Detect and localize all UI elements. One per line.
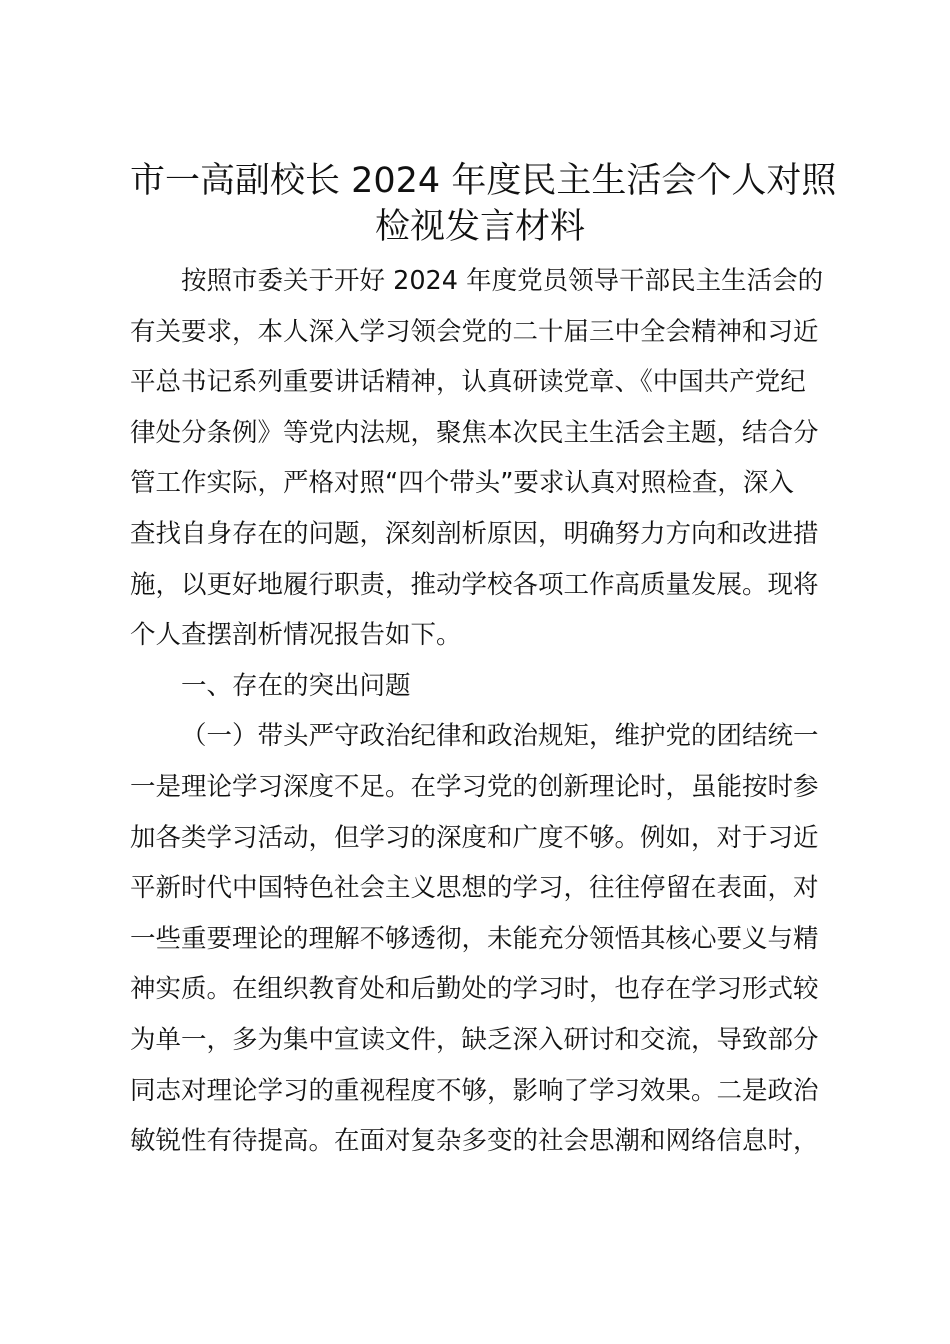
- intro-line: 查找自身存在的问题，深刻剖析原因，明确努力方向和改进措: [130, 518, 819, 549]
- subsection-heading: （一）带头严守政治纪律和政治规矩，维护党的团结统一: [181, 721, 819, 752]
- intro-line: 平总书记系列重要讲话精神，认真研读党章、《中国共产党纪: [130, 367, 806, 398]
- section-line: 加各类学习活动，但学习的深度和广度不够。例如，对于习近: [130, 822, 819, 853]
- intro-line: 管工作实际，严格对照“四个带头”要求认真对照检查，深入: [130, 468, 794, 499]
- title-line-2: 检视发言材料: [374, 207, 585, 247]
- document-body: [130, 256, 830, 1167]
- section-line: 同志对理论学习的重视程度不够，影响了学习效果。二是政治: [130, 1075, 819, 1106]
- intro-line: 按照市委关于开好 2024 年度党员领导干部民主生活会的: [181, 266, 824, 296]
- section-line: 为单一，多为集中宣读文件，缺乏深入研讨和交流，导致部分: [130, 1024, 819, 1055]
- title-line-1: 市一高副校长 2024 年度民主生活会个人对照: [130, 161, 837, 201]
- intro-line: 施，以更好地履行职责，推动学校各项工作高质量发展。现将: [130, 569, 819, 600]
- document-page: [130, 158, 837, 1167]
- section-line: 一些重要理论的理解不够透彻，未能充分领悟其核心要义与精: [130, 923, 819, 954]
- section-line: 神实质。在组织教育处和后勤处的学习时，也存在学习形式较: [130, 974, 819, 1005]
- section-line: 一是理论学习深度不足。在学习党的创新理论时，虽能按时参: [130, 771, 819, 802]
- intro-line: 律处分条例》等党内法规，聚焦本次民主生活会主题，结合分: [130, 417, 819, 448]
- section-heading: 一、存在的突出问题: [181, 670, 411, 701]
- section-line: 平新时代中国特色社会主义思想的学习，往往停留在表面，对: [130, 873, 819, 904]
- document-title: [130, 158, 837, 250]
- intro-line: 有关要求，本人深入学习领会党的二十届三中全会精神和习近: [130, 316, 819, 347]
- section-line: 敏锐性有待提高。在面对复杂多变的社会思潮和网络信息时，: [130, 1126, 819, 1157]
- intro-line: 个人查摆剖析情况报告如下。: [130, 620, 462, 651]
